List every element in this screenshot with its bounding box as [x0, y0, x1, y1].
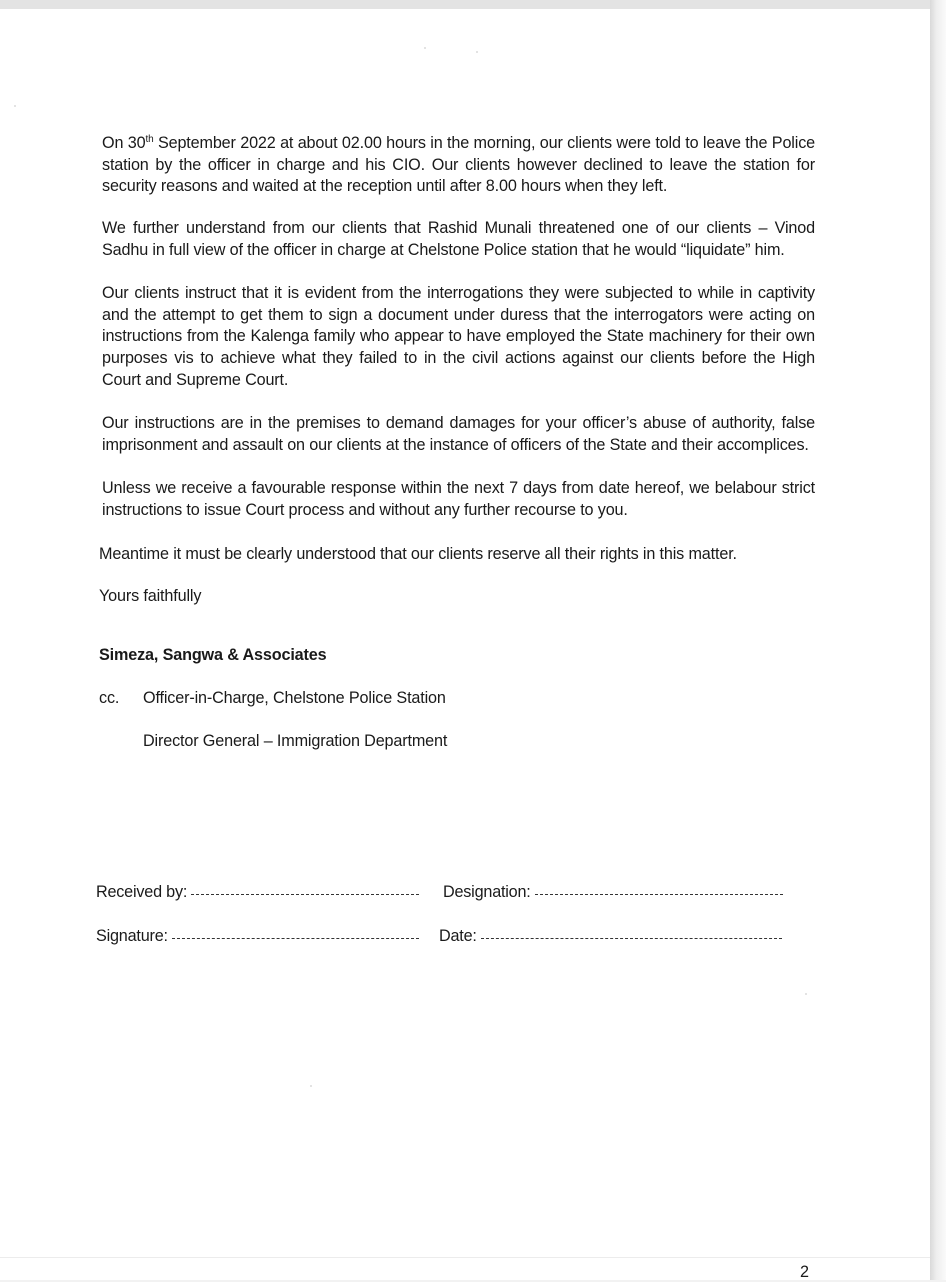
closing-salutation: Yours faithfully: [99, 587, 202, 605]
paragraph-demand-damages: Our instructions are in the premises to demand damages for your officer’s abuse of authority, false imprisonment and assault on our clients at the instance of officers of the State and their accomplices.: [102, 414, 815, 454]
cc-label: cc.: [99, 689, 120, 707]
paragraph-release-from-station: On 30th September 2022 at about 02.00 hours in the morning, our clients were told to leave the Police station by the officer in charge and his CIO. Our clients however declined to leave the station for security reasons and waited at the reception until after 8.00 hours when they left.: [102, 134, 815, 196]
date-label: Date:: [439, 927, 477, 945]
paragraph-threat: We further understand from our clients that Rashid Munali threatened one of our clients – Vinod Sadhu in full view of the officer in charge at Chelstone Police station that he would “liquidate” him.: [102, 219, 815, 259]
page-edge-shadow: [930, 0, 946, 1280]
page-number: 2: [800, 1263, 810, 1281]
date-field: [439, 926, 782, 947]
cc-recipient: Officer-in-Charge, Chelstone Police Station: [143, 689, 446, 707]
paragraph-interrogations: Our clients instruct that it is evident from the interrogations they were subjected to while in captivity and the attempt to get them to sign a document under duress that the interrogators were acting on instructions from the Kalenga family who appear to have employed the State machinery for their own purposes vis to achieve what they failed to in the civil actions against our clients before the High Court and Supreme Court.: [102, 284, 815, 389]
designation-field: [443, 882, 783, 903]
received-by-field: [96, 882, 419, 903]
paper-speck: [805, 993, 807, 995]
designation-label: Designation:: [443, 883, 531, 901]
paper-speck: [424, 47, 426, 49]
paragraph-court-process: Unless we receive a favourable response within the next 7 days from date hereof, we belabour strict instructions to issue Court process and without any further recourse to you.: [102, 479, 815, 519]
signature-field: [96, 926, 419, 947]
signatory-firm: Simeza, Sangwa & Associates: [99, 646, 327, 664]
paper-speck: [476, 51, 478, 53]
received-by-blank: [191, 894, 419, 895]
paper-speck: [14, 105, 16, 107]
designation-blank: [535, 894, 783, 895]
paragraph-rights-reserved: Meantime it must be clearly understood that our clients reserve all their rights in this matter.: [99, 545, 737, 563]
footer-divider: [0, 1257, 934, 1258]
cc-recipient: Director General – Immigration Department: [143, 732, 448, 750]
paper-speck: [310, 1085, 312, 1087]
received-by-label: Received by:: [96, 883, 188, 901]
signature-blank: [172, 938, 419, 939]
date-blank: [481, 938, 782, 939]
signature-label: Signature:: [96, 927, 168, 945]
